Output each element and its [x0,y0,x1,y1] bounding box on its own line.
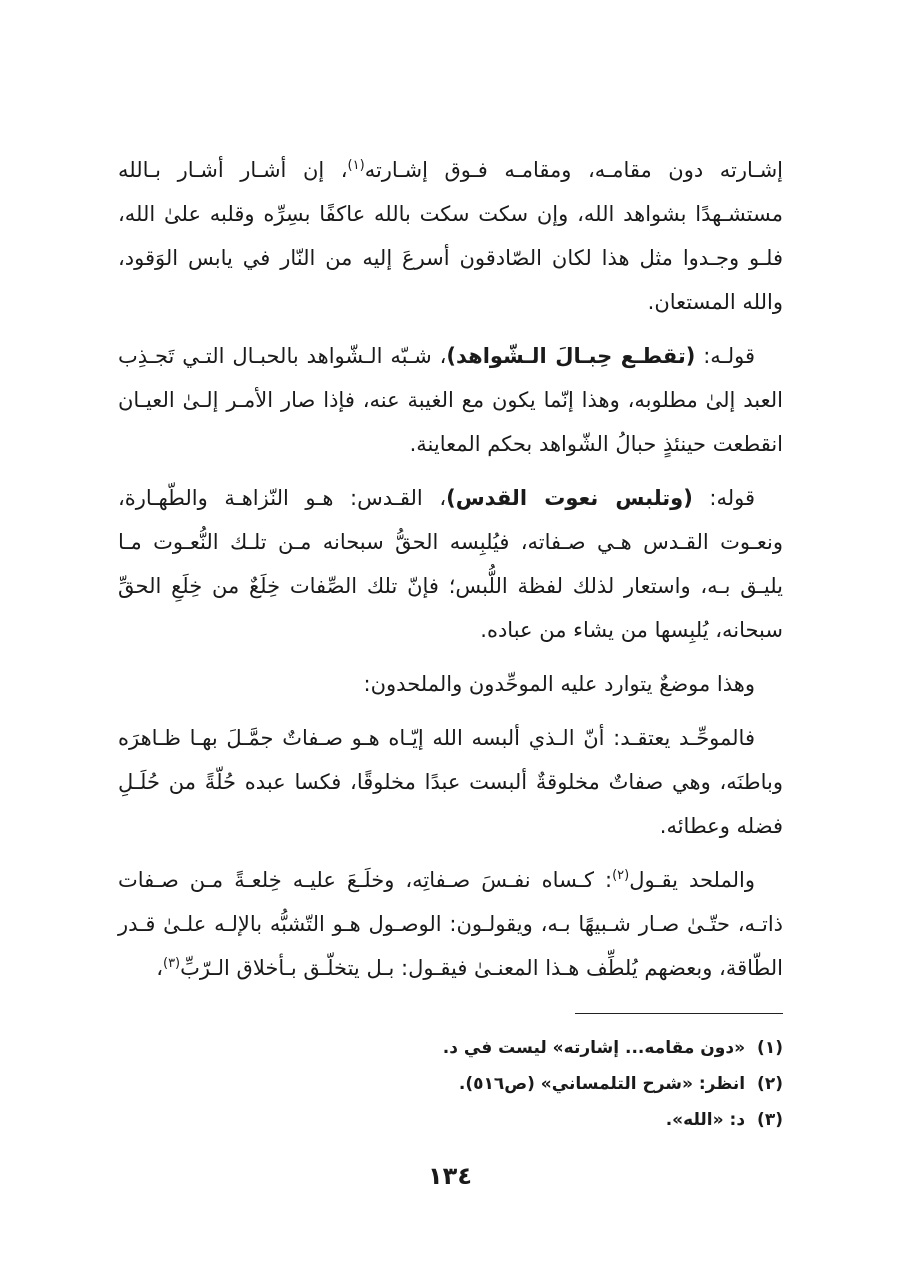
text-run: إشـارته دون مقامـه، ومقامـه فـوق إشـارته [364,158,783,182]
paragraph-3 [118,476,783,652]
text-run: والملحد يقـول [629,868,755,892]
paragraph-6 [118,858,783,990]
footnote-3 [118,1102,783,1138]
footnote-text: د: «الله». [665,1110,746,1130]
footnotes [118,1030,783,1138]
text-run: قوله: [692,486,756,510]
footnote-ref-1: (١) [347,158,365,173]
footnote-1 [118,1030,783,1066]
text-run: : كـساه نفـسَ صـفاتِه، وخلَـعَ عليـه خِلعـةً مـن صـفات ذاتـه، حتّـىٰ صـار شـبيهًا بـه، ويقولـون: الوصـول هـو التّشبُّه بالإلـه علـىٰ قـدر الطّاقة، وبعضهم يُلطِّف هـذا المعنـىٰ فيقـول: بـل يتخلّـق بـأخلاق الـرّبِّ [118,868,783,980]
text-run: ، إن أشـار أشـار بـالله مستشـهدًا بشواهد الله، وإن سكت سكت بالله عاكفًا بسِرِّه وقلبه علىٰ الله، فلـو وجـدوا مثل هذا لكان الصّادقون أسرعَ إليه من النّار في يابس الوَقود، والله المستعان. [118,158,783,314]
footnote-number: (٢) [757,1074,783,1094]
footnote-divider [575,1013,783,1014]
text-run: فالموحِّـد يعتقـد: أنّ الـذي ألبسه الله إيّـاه هـو صـفاتٌ جمَّـلَ بهـا ظـاهرَه وباطنَه، وهي صفاتٌ مخلوقةٌ ألبست عبدًا مخلوقًا، فكسا عبده حُلّةً من حُلَـلِ فضله وعطائه. [118,726,783,838]
footnote-number: (١) [757,1038,783,1058]
footnote-ref-2: (٢) [612,868,630,883]
footnote-text: انظر: «شرح التلمساني» (ص٥١٦). [458,1074,746,1094]
quoted-phrase: (وتلبس نعوت القدس) [446,486,693,510]
text-run: قولـه: [695,344,755,368]
body-text [118,148,783,1000]
paragraph-5 [118,716,783,848]
text-run: ، شـبّه الـشّواهد بالحبـال التـي تَجـذِب العبد إلىٰ مطلوبه، وهذا إنّما يكون مع الغيبة عنه، فإذا صار الأمـر إلـىٰ العيـان انقطعت حينئذٍ حبالُ الشّواهد بحكم المعاينة. [118,344,783,456]
footnote-ref-3: (٣) [162,956,181,971]
page-number: ١٣٤ [428,1162,472,1190]
footnote-2 [118,1066,783,1102]
paragraph-1 [118,148,783,324]
footnote-text: «دون مقامه... إشارته» ليست في د. [442,1038,746,1058]
text-run: وهذا موضعٌ يتوارد عليه الموحِّدون والملحدون: [363,672,755,696]
paragraph-2 [118,334,783,466]
text-run: ، [156,956,163,980]
footnote-number: (٣) [757,1110,783,1130]
text-run: ، القـدس: هـو النّزاهـة والطّهـارة، ونعـوت القـدس هـي صـفاته، فيُلبِسه الحقُّ سبحانه مـن تلـك النُّعـوت مـا يليـق بـه، واستعار لذلك لفظة اللُّبس؛ فإنّ تلك الصِّفات خِلَعٌ من خِلَعِ الحقِّ سبحانه، يُلبِسها من يشاء من عباده. [118,486,783,642]
quoted-phrase: (تقطـع حِبـالَ الـشّواهد) [446,344,696,368]
paragraph-4 [118,662,783,706]
